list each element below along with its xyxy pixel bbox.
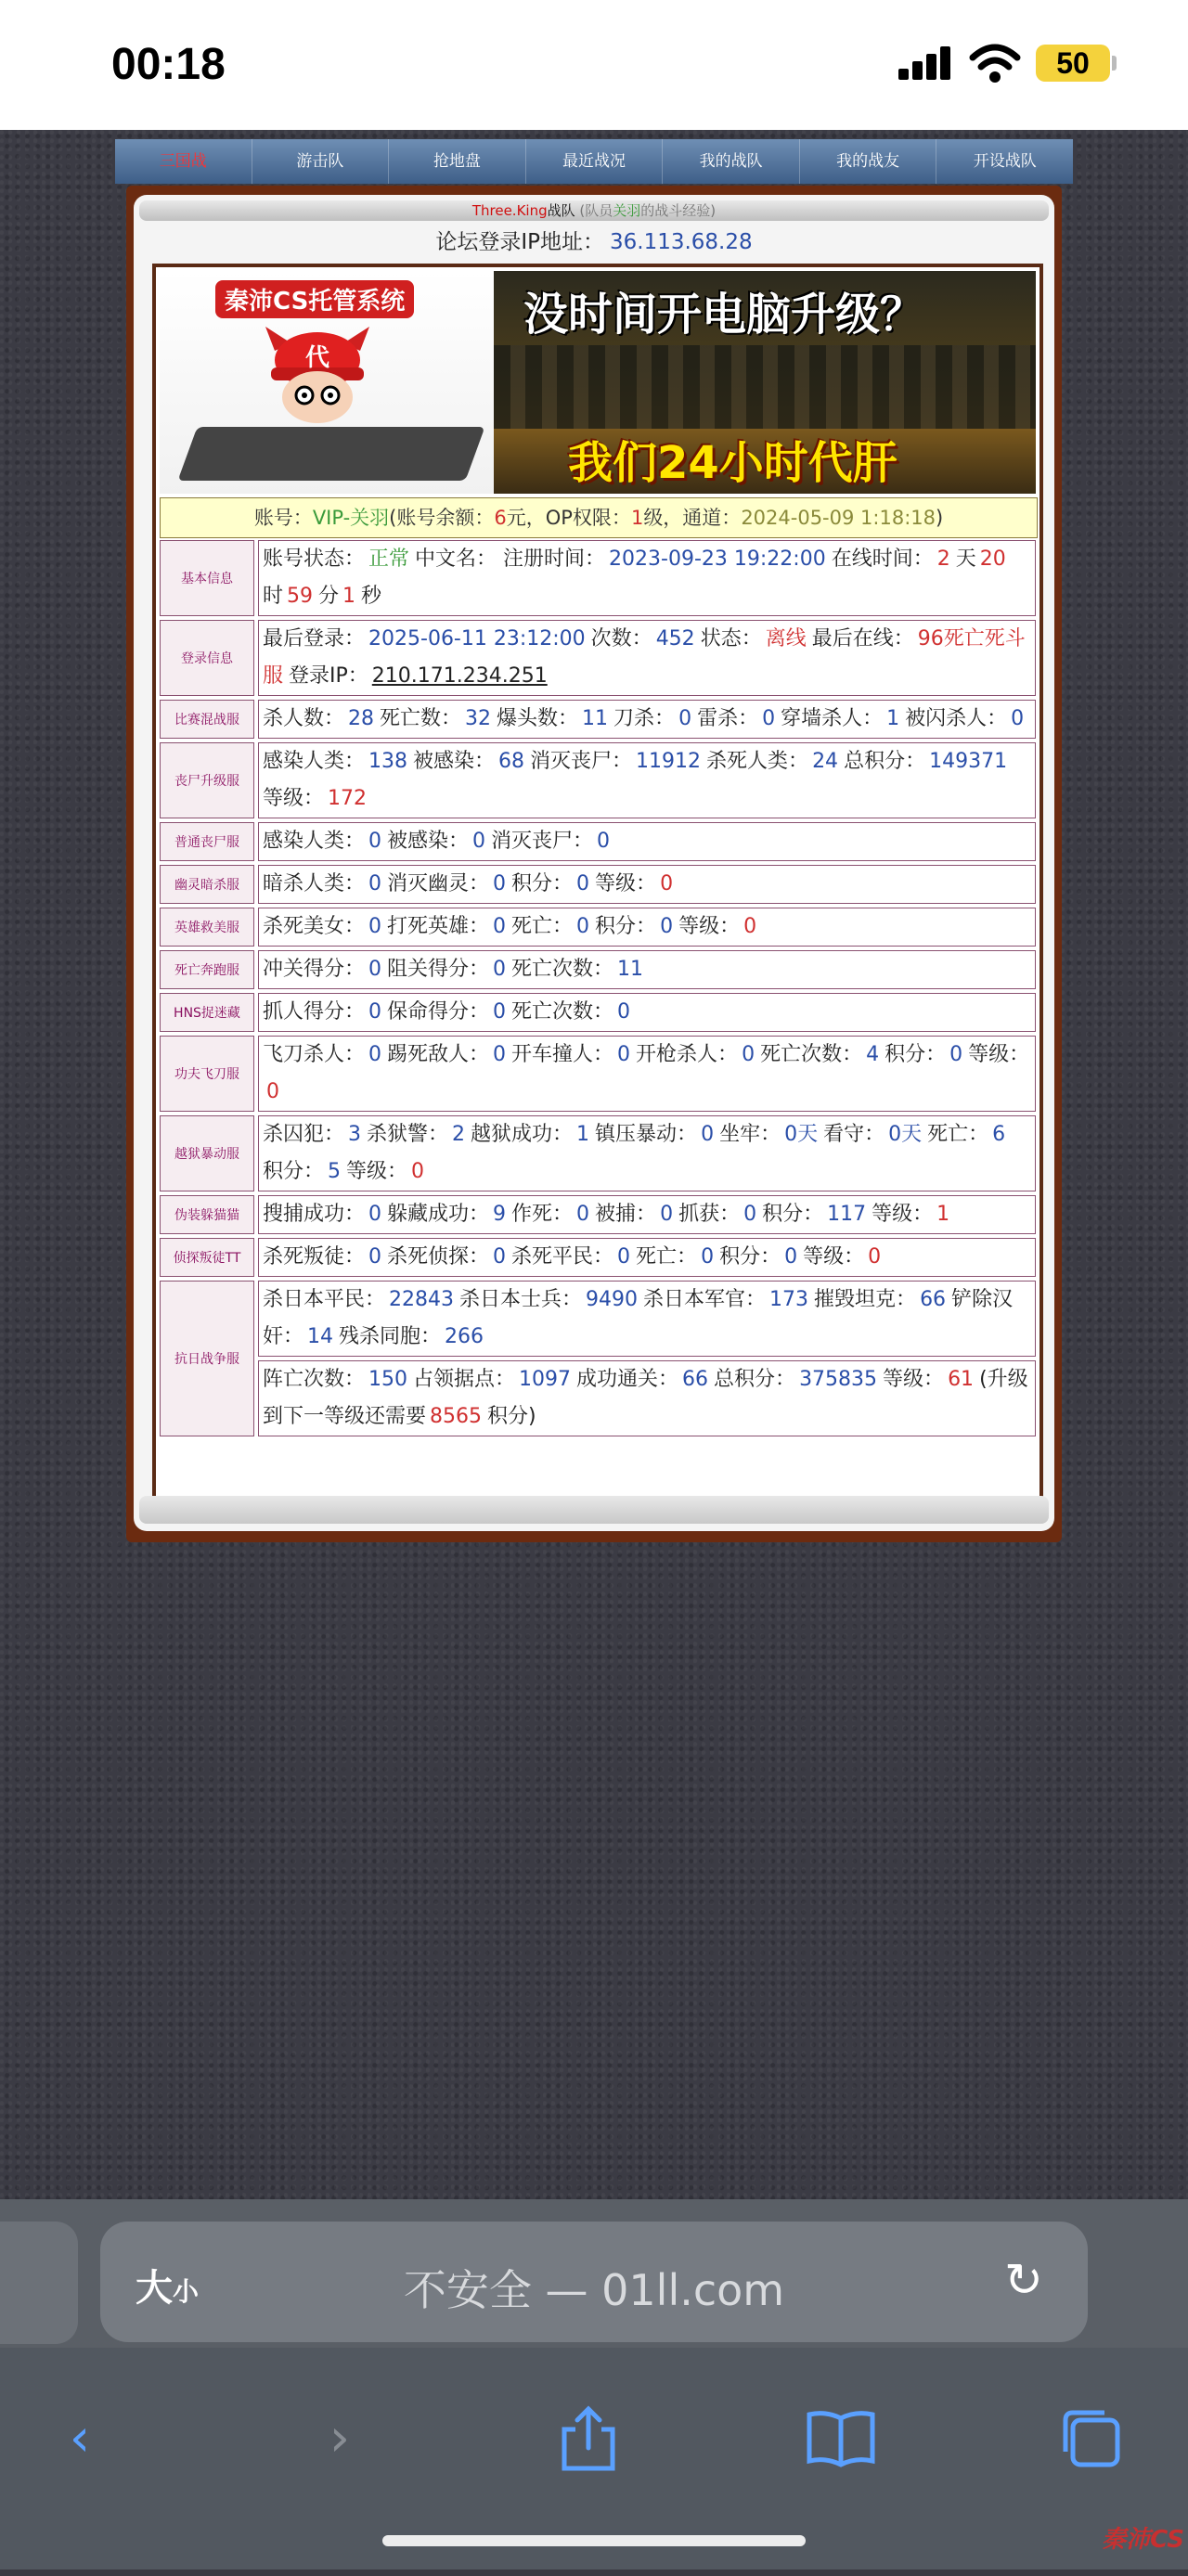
stats-row (160, 620, 1036, 696)
stat-value: 2023-09-23 19:22:00 (609, 547, 826, 571)
stat-label: 死亡： (511, 915, 574, 938)
login-ip-link[interactable]: 210.171.234.251 (371, 664, 548, 688)
stat-label: 积分： (511, 872, 574, 895)
stat-label: 搜捕成功： (263, 1203, 366, 1226)
stat-value: 0 (617, 1245, 631, 1269)
stats-row-label: 越狱暴动服 (160, 1115, 254, 1191)
stats-cell (258, 1195, 1036, 1234)
stats-row (160, 908, 1036, 947)
stats-frame-inner (134, 195, 1054, 1531)
stats-row (160, 1036, 1036, 1112)
stat-label: 总积分： (714, 1368, 796, 1391)
stat-value: 173 (769, 1288, 809, 1311)
stat-value: 11 (582, 707, 609, 730)
stats-cell (258, 950, 1036, 989)
wifi-icon (969, 43, 1021, 84)
stat-label: 杀囚犯： (263, 1123, 345, 1146)
stat-label: 保命得分： (387, 1000, 490, 1024)
nav-item[interactable]: 我的战友 (799, 139, 936, 184)
stat-label: 积分： (719, 1245, 781, 1269)
stats-cell (258, 700, 1036, 739)
stat-highlight: 0 (266, 1080, 279, 1103)
stat-label: 成功通关： (576, 1368, 679, 1391)
stat-label: 杀日本军官： (643, 1288, 767, 1311)
stat-label: 等级： (883, 1368, 945, 1391)
stat-value: 0 (743, 1203, 757, 1226)
frame-bottom-bar (139, 1496, 1049, 1524)
stats-row-label: 普通丧尸服 (160, 822, 254, 861)
stat-value: 0 (493, 1000, 507, 1024)
stat-label: 等级： (595, 872, 657, 895)
account-close: ) (935, 507, 944, 529)
stat-highlight: 172 (328, 787, 368, 810)
stat-value: 150 (368, 1368, 408, 1391)
stat-highlight: 离线 (765, 627, 807, 650)
stat-highlight: 1 (342, 585, 356, 608)
stat-value: 0 (368, 872, 382, 895)
stat-value: 0 (493, 1043, 507, 1066)
account-label: 账号： (253, 507, 313, 529)
stats-row-cells (258, 1281, 1036, 1436)
stat-label: 积分： (762, 1203, 824, 1226)
stat-label: 占领据点： (413, 1368, 516, 1391)
stats-cell (258, 1281, 1036, 1357)
stat-value: 0 (701, 1123, 715, 1146)
stat-highlight: 20 (979, 547, 1006, 571)
stats-row-cells (258, 1036, 1036, 1112)
stat-value: 0天 (888, 1123, 923, 1146)
stats-cell (258, 1036, 1036, 1112)
stat-value: 452 (655, 627, 695, 650)
stats-cell (258, 993, 1036, 1032)
forum-ip-value: 36.113.68.28 (610, 230, 753, 254)
stats-row (160, 950, 1036, 989)
stats-row-cells (258, 540, 1036, 616)
stat-value: 2025-06-11 23:12:00 (368, 627, 586, 650)
stats-cell (258, 742, 1036, 818)
stat-label: 积分： (885, 1043, 947, 1066)
previous-tab-stub[interactable] (0, 2222, 78, 2344)
stat-value: 0 (617, 1043, 631, 1066)
stat-label: 看守： (823, 1123, 885, 1146)
stat-value: 138 (368, 750, 408, 773)
stat-value: 9 (493, 1203, 507, 1226)
stat-label: 杀死美女： (263, 915, 366, 938)
stat-value: 68 (498, 750, 525, 773)
stats-row-cells (258, 1238, 1036, 1277)
stat-value: 0 (576, 1203, 590, 1226)
stat-label: 次数： (590, 627, 652, 650)
stat-label: 阻关得分： (387, 958, 490, 981)
stat-label: 被感染： (413, 750, 496, 773)
stat-label: 时 (263, 585, 284, 608)
stats-row (160, 1281, 1036, 1436)
stat-value: 0 (493, 915, 507, 938)
stat-label: 死亡： (927, 1123, 989, 1146)
stat-label: 积分) (487, 1405, 536, 1428)
cellular-signal-icon (898, 46, 954, 80)
stats-row (160, 1115, 1036, 1191)
stat-value: 0 (368, 958, 382, 981)
browser-address-area (0, 2199, 1188, 2348)
back-icon[interactable]: ‹ (69, 2408, 91, 2468)
banner-left (160, 271, 494, 494)
stat-highlight: 2 (936, 547, 950, 571)
stat-value: 0 (576, 872, 590, 895)
nav-item[interactable]: 最近战况 (525, 139, 663, 184)
stats-row-cells (258, 950, 1036, 989)
stat-label: 作死： (511, 1203, 574, 1226)
forward-icon[interactable]: › (329, 2408, 351, 2468)
stat-label: 摧毁坦克： (814, 1288, 917, 1311)
stat-label: 最后登录： (263, 627, 366, 650)
stat-value: 6 (992, 1123, 1006, 1146)
stat-label: 死亡： (636, 1245, 698, 1269)
stat-label: 暗杀人类： (263, 872, 366, 895)
stat-label: 死亡次数： (511, 958, 614, 981)
stat-label: 杀死人类： (706, 750, 809, 773)
stat-label: 被捕： (595, 1203, 657, 1226)
stat-value: 5 (328, 1160, 342, 1183)
bookmarks-icon[interactable] (804, 2402, 878, 2476)
watermark-logo: 秦沛CS (1102, 2526, 1184, 2554)
stat-value: 0天 (784, 1123, 819, 1146)
stat-label: 躲藏成功： (387, 1203, 490, 1226)
forum-ip-row (134, 225, 1054, 255)
nav-item[interactable]: 游击队 (252, 139, 389, 184)
stats-row-label: HNS捉迷藏 (160, 993, 254, 1032)
stat-value: 1 (576, 1123, 590, 1146)
stat-highlight: 0 (411, 1160, 425, 1183)
stats-row-label: 侦探叛徒TT (160, 1238, 254, 1277)
stats-row-label: 比赛混战服 (160, 700, 254, 739)
nav-item[interactable]: 抢地盘 (388, 139, 525, 184)
stat-value: 0 (368, 1043, 382, 1066)
stat-label: 等级： (872, 1203, 934, 1226)
stat-highlight: 59 (287, 585, 314, 608)
battery-icon (1036, 45, 1110, 82)
stat-label: 开车撞人： (511, 1043, 614, 1066)
stat-label: 登录IP： (289, 664, 368, 688)
stats-cell (258, 865, 1036, 904)
stats-cell (258, 540, 1036, 616)
stat-value: 28 (348, 707, 375, 730)
stat-value: 0 (617, 1000, 631, 1024)
stat-label: 残杀同胞： (339, 1325, 442, 1348)
member-prefix: (队员 (579, 202, 613, 219)
ad-banner[interactable] (160, 271, 1036, 494)
stat-label: 阵亡次数： (263, 1368, 366, 1391)
reload-icon[interactable]: ↻ (1004, 2253, 1043, 2307)
stats-row-cells (258, 993, 1036, 1032)
mascot-text: 代 (304, 344, 330, 372)
stats-row-cells (258, 1195, 1036, 1234)
stats-row-cells (258, 1115, 1036, 1191)
stats-content (152, 264, 1043, 1500)
stat-label: 踢死敌人： (387, 1043, 490, 1066)
battery-tip (1112, 56, 1117, 71)
stats-row-label: 伪装躲猫猫 (160, 1195, 254, 1234)
stat-value: 11 (617, 958, 644, 981)
stats-row-label: 登录信息 (160, 620, 254, 696)
stat-value: 0 (493, 872, 507, 895)
stat-highlight: 0 (743, 915, 757, 938)
stat-label: 穿墙杀人： (781, 707, 884, 730)
stat-label: 飞刀杀人： (263, 1043, 366, 1066)
stat-label: 消灭丧尸： (530, 750, 633, 773)
stat-value: 0 (493, 958, 507, 981)
stat-value: 1097 (519, 1368, 572, 1391)
stat-label: 等级： (263, 787, 325, 810)
stat-value: 375835 (799, 1368, 878, 1391)
stat-label: 天 (955, 547, 976, 571)
team-name[interactable]: Three.King (471, 202, 548, 219)
stat-value: 0 (742, 1043, 755, 1066)
stat-label: 等级： (346, 1160, 408, 1183)
stat-value: 66 (682, 1368, 709, 1391)
stat-value: 0 (368, 915, 382, 938)
stats-frame (126, 186, 1062, 1542)
stat-label: 杀日本平民： (263, 1288, 386, 1311)
text-size-large: 大 (136, 2267, 173, 2310)
stat-highlight: 8565 (430, 1405, 483, 1428)
stat-label: 积分： (595, 915, 657, 938)
banner-headline: 没时间开电脑升级？ (523, 289, 925, 341)
stat-label: 抓获： (678, 1203, 741, 1226)
stat-value: 9490 (586, 1288, 639, 1311)
stat-value: 0 (597, 830, 611, 853)
team-header (139, 200, 1049, 221)
stat-label: 爆头数： (497, 707, 579, 730)
stats-cell (258, 620, 1036, 696)
stat-value: 117 (827, 1203, 867, 1226)
status-time: 00:18 (111, 40, 226, 89)
stat-label: 总积分： (844, 750, 926, 773)
stat-highlight: 0 (660, 872, 674, 895)
account-balance-label: (账号余额： (389, 507, 495, 529)
stat-label: 在线时间： (831, 547, 934, 571)
battery-level: 50 (1056, 46, 1090, 80)
team-suffix: 战队 (547, 202, 575, 219)
banner-subline: 我们24小时代肝 (568, 437, 897, 489)
stat-label: 被闪杀人： (905, 707, 1008, 730)
stats-row-cells (258, 822, 1036, 861)
keyboard-illustration (177, 427, 484, 481)
stats-row-cells (258, 865, 1036, 904)
stat-label: 感染人类： (263, 750, 366, 773)
stat-value: 0 (660, 1203, 674, 1226)
member-suffix: 的战斗经验) (640, 202, 717, 219)
banner-brand: 秦沛CS托管系统 (215, 280, 414, 318)
stats-cell (258, 908, 1036, 947)
stat-label: 账号状态： (263, 547, 366, 571)
stats-cell (258, 1115, 1036, 1191)
stats-cell (258, 822, 1036, 861)
stats-cell (258, 1238, 1036, 1277)
stat-highlight: 61 (948, 1368, 975, 1391)
stats-row-label: 英雄救美服 (160, 908, 254, 947)
stats-row-label: 功夫飞刀服 (160, 1036, 254, 1112)
account-row (160, 497, 1038, 538)
stats-row-cells (258, 700, 1036, 739)
stat-label: 杀死侦探： (387, 1245, 490, 1269)
stat-label: 最后在线： (811, 627, 914, 650)
stats-row-label: 丧尸升级服 (160, 742, 254, 818)
stat-label: 积分： (263, 1160, 325, 1183)
stat-value: 14 (307, 1325, 334, 1348)
stat-value: 0 (701, 1245, 715, 1269)
stat-value: 24 (812, 750, 839, 773)
stat-value: 3 (348, 1123, 362, 1146)
nav-item[interactable]: 三国战 (159, 152, 207, 171)
stat-label: 打死英雄： (387, 915, 490, 938)
stats-row-label: 抗日战争服 (160, 1281, 254, 1436)
browser-chrome (0, 2199, 1188, 2570)
stat-label: 开枪杀人： (636, 1043, 739, 1066)
stat-label: 杀死平民： (511, 1245, 614, 1269)
url-text[interactable]: 不安全 — 01ll.com (403, 2265, 785, 2315)
banner-right (494, 271, 1036, 494)
stats-row-label: 幽灵暗杀服 (160, 865, 254, 904)
stats-row (160, 540, 1036, 616)
stat-label: 消灭丧尸： (491, 830, 594, 853)
stat-highlight: 96死亡死斗服 (263, 627, 1026, 688)
nav-item[interactable]: 我的战队 (662, 139, 799, 184)
account-op-unit: 级，通道： (643, 507, 742, 529)
stat-value: 266 (445, 1325, 484, 1348)
stat-value: 22843 (389, 1288, 455, 1311)
stat-label: 越狱成功： (471, 1123, 574, 1146)
stat-value: 32 (465, 707, 492, 730)
stat-label: 死亡数： (380, 707, 462, 730)
stat-label: 状态： (700, 627, 762, 650)
stat-value: 11912 (636, 750, 702, 773)
stat-value: 0 (762, 707, 776, 730)
stat-value: 0 (660, 915, 674, 938)
status-bar (0, 0, 1188, 130)
stat-label: 杀人数： (263, 707, 345, 730)
stat-value: 66 (920, 1288, 947, 1311)
stat-label: 等级： (678, 915, 741, 938)
address-bar[interactable] (100, 2222, 1088, 2342)
stats-row (160, 700, 1036, 739)
top-nav (115, 139, 1073, 184)
stats-row (160, 1238, 1036, 1277)
stat-label: 被感染： (387, 830, 470, 853)
account-op-level: 1 (630, 507, 644, 529)
stat-value: 2 (452, 1123, 466, 1146)
stat-label: 杀死叛徒： (263, 1245, 366, 1269)
stat-value: 0 (368, 1203, 382, 1226)
soldiers-illustration (494, 345, 1036, 429)
stat-label: 刀杀： (613, 707, 676, 730)
stat-status: 正常 (368, 547, 410, 571)
stat-value: 4 (866, 1043, 880, 1066)
stats-rows (160, 540, 1036, 1440)
account-balance: 6 (494, 507, 507, 529)
stat-label: 中文名： 注册时间： (415, 547, 606, 571)
stats-row-cells (258, 742, 1036, 818)
stat-value: 0 (472, 830, 486, 853)
stat-highlight: 1 (936, 1203, 950, 1226)
stats-row (160, 993, 1036, 1032)
share-icon[interactable] (551, 2402, 626, 2476)
stat-label: 感染人类： (263, 830, 366, 853)
account-channel: 2024-05-09 1:18:18 (741, 507, 936, 529)
stat-label: 消灭幽灵： (387, 872, 490, 895)
stats-row (160, 1195, 1036, 1234)
stat-label: 等级： (803, 1245, 865, 1269)
stat-label: 冲关得分： (263, 958, 366, 981)
stat-label: (升级到下一等级还需要 (263, 1368, 1028, 1428)
stats-row (160, 822, 1036, 861)
forum-ip-label: 论坛登录IP地址： (435, 230, 604, 254)
stats-row-cells (258, 908, 1036, 947)
home-indicator[interactable] (382, 2535, 806, 2546)
stat-label: 死亡次数： (511, 1000, 614, 1024)
stat-label: 坐牢： (719, 1123, 781, 1146)
stat-value: 0 (784, 1245, 798, 1269)
stat-value: 0 (368, 1000, 382, 1024)
stat-label: 分 (318, 585, 340, 608)
stat-label: 抓人得分： (263, 1000, 366, 1024)
stat-label: 雷杀： (697, 707, 759, 730)
tabs-icon[interactable] (1054, 2402, 1129, 2476)
stat-label: 铲除汉奸： (263, 1288, 1014, 1348)
stat-label: 秒 (361, 585, 382, 608)
stat-value: 0 (576, 915, 590, 938)
stat-label: 杀日本士兵： (459, 1288, 583, 1311)
mascot-icon (262, 323, 373, 425)
stats-row-label: 基本信息 (160, 540, 254, 616)
stat-value: 0 (949, 1043, 963, 1066)
stat-value: 0 (678, 707, 692, 730)
stats-row-label: 死亡奔跑服 (160, 950, 254, 989)
member-name: 关羽 (613, 202, 641, 219)
account-name: VIP-关羽 (312, 507, 390, 529)
stat-value: 149371 (929, 750, 1008, 773)
stat-label: 死亡次数： (760, 1043, 863, 1066)
browser-toolbar (0, 2385, 1188, 2496)
account-balance-unit: 元，OP权限： (506, 507, 631, 529)
stat-value: 0 (368, 830, 382, 853)
stats-cell (258, 1360, 1036, 1436)
stat-value: 1 (886, 707, 900, 730)
stat-label: 等级： (968, 1043, 1030, 1066)
nav-item[interactable]: 开设战队 (936, 139, 1073, 184)
stats-row (160, 742, 1036, 818)
stat-label: 镇压暴动： (595, 1123, 698, 1146)
stat-value: 0 (368, 1245, 382, 1269)
text-size-small: 小 (173, 2276, 200, 2307)
stat-highlight: 0 (868, 1245, 882, 1269)
stat-value: 0 (1011, 707, 1025, 730)
stat-value: 0 (493, 1245, 507, 1269)
stats-row-cells (258, 620, 1036, 696)
stat-label: 杀狱警： (367, 1123, 449, 1146)
stats-row (160, 865, 1036, 904)
